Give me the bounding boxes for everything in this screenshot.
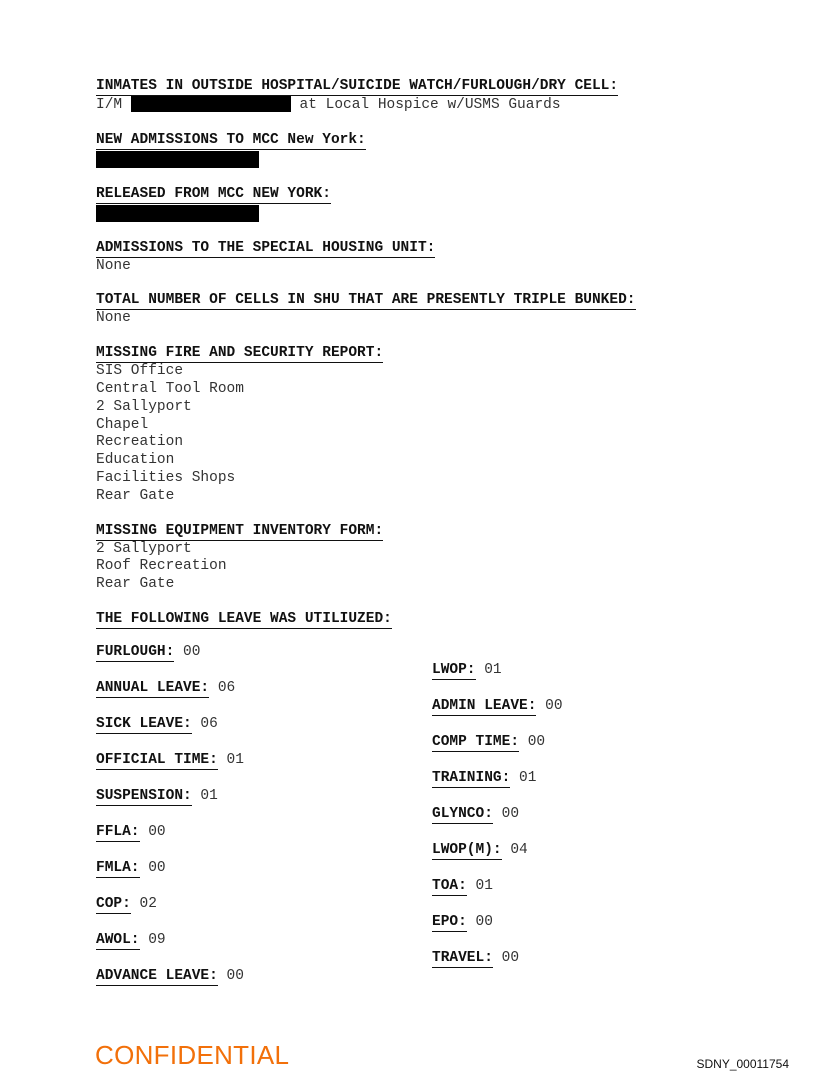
leave-label: TRAVEL: xyxy=(432,949,493,966)
leave-entry-epo xyxy=(432,913,493,932)
section-heading: THE FOLLOWING LEAVE WAS UTILIUZED: xyxy=(96,610,392,627)
leave-entry-awol xyxy=(96,931,166,950)
leave-value: 00 xyxy=(475,913,493,930)
leave-entry-glynco xyxy=(432,805,519,824)
list-item: Rear Gate xyxy=(96,576,175,593)
leave-value: 04 xyxy=(510,841,528,858)
bates-number: SDNY_00011754 xyxy=(696,1057,789,1071)
leave-label: FFLA: xyxy=(96,823,140,840)
section-missing-equipment xyxy=(96,523,736,594)
leave-label: GLYNCO: xyxy=(432,805,493,822)
leave-label: LWOP(M): xyxy=(432,841,502,858)
leave-entry-annual xyxy=(96,679,235,698)
leave-entry-cop xyxy=(96,895,157,914)
leave-value: 02 xyxy=(139,895,157,912)
leave-value: 00 xyxy=(148,859,166,876)
section-heading: TOTAL NUMBER OF CELLS IN SHU THAT ARE PRESENTLY TRIPLE BUNKED: xyxy=(96,292,636,309)
leave-value: 00 xyxy=(148,823,166,840)
section-new-admissions xyxy=(96,132,736,169)
inmate-prefix: I/M xyxy=(96,96,123,113)
leave-entry-furlough xyxy=(96,643,200,662)
section-heading: INMATES IN OUTSIDE HOSPITAL/SUICIDE WATCH/FURLOUGH/DRY CELL: xyxy=(96,78,619,94)
leave-entry-sick xyxy=(96,715,218,734)
section-outside-hospital xyxy=(96,78,736,115)
leave-value: 01 xyxy=(226,751,244,768)
leave-entry-suspension xyxy=(96,787,218,806)
leave-label: OFFICIAL TIME: xyxy=(96,751,218,768)
leave-value: 00 xyxy=(545,697,563,714)
list-item: Recreation xyxy=(96,434,184,451)
redaction-block xyxy=(131,96,291,112)
section-heading: ADMISSIONS TO THE SPECIAL HOUSING UNIT: xyxy=(96,239,436,256)
inmate-location: at Local Hospice w/USMS Guards xyxy=(299,96,561,113)
leave-entry-lwop xyxy=(432,661,502,680)
section-heading: MISSING EQUIPMENT INVENTORY FORM: xyxy=(96,522,384,539)
report-body xyxy=(96,78,736,983)
leave-entry-travel xyxy=(432,949,519,968)
leave-label: COP: xyxy=(96,895,131,912)
leave-entry-ffla xyxy=(96,823,166,842)
section-shu-admissions xyxy=(96,240,736,276)
leave-entry-official-time xyxy=(96,751,244,770)
list-item: Central Tool Room xyxy=(96,381,244,398)
leave-value: 00 xyxy=(501,949,520,966)
list-item: Facilities Shops xyxy=(96,470,236,486)
leave-value: 01 xyxy=(484,661,502,678)
section-heading: RELEASED FROM MCC NEW YORK: xyxy=(96,185,331,202)
leave-label: ADMIN LEAVE: xyxy=(432,697,537,714)
leave-value: 00 xyxy=(527,733,546,750)
redaction-block xyxy=(96,205,259,222)
confidential-stamp: CONFIDENTIAL xyxy=(95,1040,290,1070)
leave-value: 06 xyxy=(200,715,218,732)
section-missing-fire-security xyxy=(96,345,736,505)
section-value: None xyxy=(96,257,131,274)
leave-value: 09 xyxy=(148,931,166,948)
redaction-block xyxy=(96,151,259,168)
leave-label: LWOP: xyxy=(432,661,476,678)
leave-value: 01 xyxy=(200,787,218,804)
leave-label: FMLA: xyxy=(96,859,140,876)
leave-entry-advance xyxy=(96,967,244,986)
leave-label: SUSPENSION: xyxy=(96,787,192,804)
inmate-line xyxy=(96,96,736,115)
leave-value: 00 xyxy=(501,805,520,822)
leave-entry-toa xyxy=(432,877,493,896)
leave-value: 01 xyxy=(519,769,537,786)
list-item: 2 Sallyport xyxy=(96,398,192,415)
section-triple-bunked xyxy=(96,292,736,328)
section-released xyxy=(96,186,736,223)
leave-label: ADVANCE LEAVE: xyxy=(96,967,218,984)
leave-entry-training xyxy=(432,769,536,788)
leave-entry-comp-time xyxy=(432,733,545,752)
list-item: 2 Sallyport xyxy=(96,540,192,557)
list-item: Chapel xyxy=(96,416,149,433)
leave-label: FURLOUGH: xyxy=(96,643,175,660)
leave-entry-fmla xyxy=(96,859,166,878)
leave-value: 06 xyxy=(217,679,236,696)
leave-value: 01 xyxy=(475,877,493,894)
section-leave xyxy=(96,611,736,983)
list-item: Education xyxy=(96,452,175,469)
leave-label: SICK LEAVE: xyxy=(96,715,192,732)
list-item: Roof Recreation xyxy=(96,558,227,575)
leave-label: TRAINING: xyxy=(432,769,511,786)
section-value: None xyxy=(96,310,131,327)
leave-label: TOA: xyxy=(432,877,467,894)
leave-entry-admin xyxy=(432,697,563,716)
section-heading: MISSING FIRE AND SECURITY REPORT: xyxy=(96,345,384,362)
leave-grid xyxy=(96,643,736,983)
leave-label: COMP TIME: xyxy=(432,733,520,750)
leave-value: 00 xyxy=(183,643,201,660)
leave-label: ANNUAL LEAVE: xyxy=(96,679,210,696)
section-heading: NEW ADMISSIONS TO MCC New York: xyxy=(96,131,366,148)
leave-value: 00 xyxy=(226,967,244,984)
list-item: Rear Gate xyxy=(96,487,175,504)
list-item: SIS Office xyxy=(96,363,184,380)
leave-label: AWOL: xyxy=(96,931,140,948)
leave-label: EPO: xyxy=(432,913,467,930)
leave-entry-lwop-m xyxy=(432,841,528,860)
